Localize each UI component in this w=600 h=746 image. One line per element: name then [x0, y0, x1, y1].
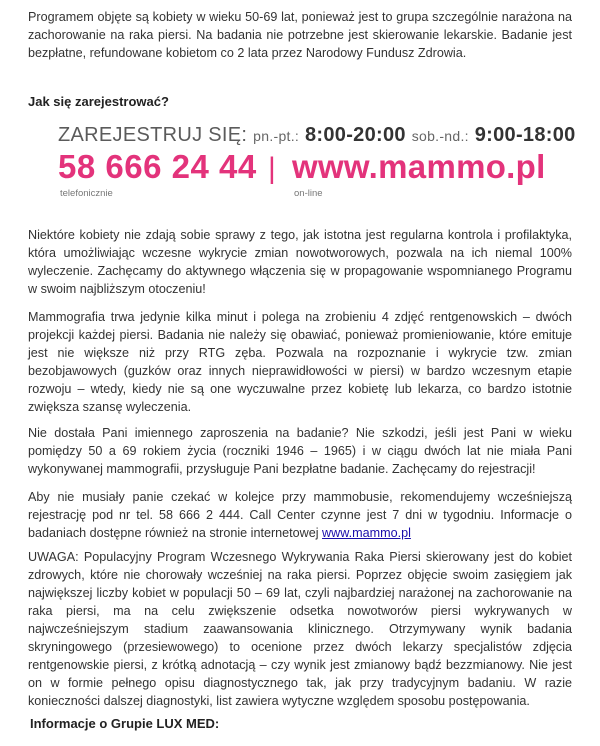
banner-phone-number[interactable]: 58 666 24 44: [58, 148, 257, 185]
awareness-paragraph: Niektóre kobiety nie zdają sobie sprawy z tego, jak istotna jest regularna kontrola i profilaktyka, która umożliwiając wczesne wykrycie zmian nowotworowych, pozwala na ich niemal 100% wyleczenie. Zachęcamy do aktywnego włączenia się w propagowanie wspomnianego Programu w swoim najbliższym otoczeniu!: [28, 228, 572, 296]
banner-weekday-label: pn.-pt.:: [253, 128, 300, 144]
banner-website[interactable]: www.mammo.pl: [292, 148, 546, 185]
banner-weekend-label: sob.-nd.:: [411, 128, 469, 144]
intro-paragraph: Programem objęte są kobiety w wieku 50-69 lat, ponieważ jest to grupa szczególnie narażona na zachorowanie na raka piersi. Na badania nie potrzebne jest skierowanie lekarskie. Badanie jest bezpłatne, refundowane kobietom co 2 lata przez Narodowy Fundusz Zdrowia.: [28, 10, 572, 60]
registration-banner: [58, 124, 576, 202]
invitation-paragraph: Nie dostała Pani imiennego zaproszenia na badanie? Nie szkodzi, jeśli jest Pani w wieku pomiędzy 50 a 69 rokiem życia (roczniki 1946 – 1965) i w ciągu dwóch lat nie miała Pani wykonywanej mammografii, przysługuje Pani bezpłatne badanie. Zachęcamy do rejestracji!: [28, 426, 572, 476]
registration-text: Aby nie musiały panie czekać w kolejce przy mammobusie, rekomendujemy wcześniejszą rejestrację pod nr tel. 58 666 2 444. Call Center czynne jest 7 dni w tygodniu. Informacje o badaniach dostępne również na stronie internetowej: [28, 490, 572, 540]
banner-separator: |: [268, 152, 276, 185]
banner-weekend-hours: 9:00-18:00: [474, 124, 576, 146]
banner-web-caption: on-line: [294, 188, 323, 199]
banner-phone-caption: telefonicznie: [60, 188, 113, 199]
procedure-paragraph: Mammografia trwa jedynie kilka minut i polega na zrobieniu 4 zdjęć rentgenowskich – dwóch projekcji każdej piersi. Badania nie należy się obawiać, ponieważ promieniowanie, które emituje jest nie większe niż przy RTG zęba. Pozwala na rozpoznanie i wykrycie tzw. zmian bezobjawowych (guzków oraz innych nieprawidłowości w piersi) w bardzo wczesnym etapie rozwoju – wtedy, kiedy nie są one wyczuwalne przez kobietę lub lekarza, co bardzo istotnie zwiększa szansę wyleczenia.: [28, 310, 572, 414]
banner-label: ZAREJESTRUJ SIĘ:: [58, 124, 248, 146]
banner-hours-row: [58, 124, 576, 147]
registration-paragraph: [28, 488, 572, 542]
mammo-website-link[interactable]: www.mammo.pl: [322, 526, 411, 540]
luxmed-heading: Informacje o Grupie LUX MED:: [30, 716, 220, 731]
banner-weekday-hours: 8:00-20:00: [304, 124, 406, 146]
warning-paragraph: UWAGA: Populacyjny Program Wczesnego Wykrywania Raka Piersi skierowany jest do kobiet zdrowych, które nie chorowały wcześniej na raka piersi. Poprzez objęcie swoim zasięgiem jak największej liczby kobiet w populacji 50 – 69 lat, czyli najbardziej narażonej na zachorowanie na raka piersi, ma na celu zwiększenie odsetka nowotworów piersi wykrywanych w najwcześniejszym stadium zaawansowania klinicznego. Otrzymywany wynik badania skryningowego (przesiewowego) to ocenione przez dwóch lekarzy specjalistów zdjęcia rentgenowskie piersi, z krótką adnotacją – czy wynik jest zmianowy bądź bezzmianowy. Nie jest on w formie pełnego opisu diagnostycznego tak, jak przy tradycyjnym badaniu. W razie konieczności dalszej diagnostyki, list zawiera wytyczne względem sposobu postępowania.: [28, 550, 572, 708]
register-heading: Jak się zarejestrować?: [28, 94, 169, 109]
